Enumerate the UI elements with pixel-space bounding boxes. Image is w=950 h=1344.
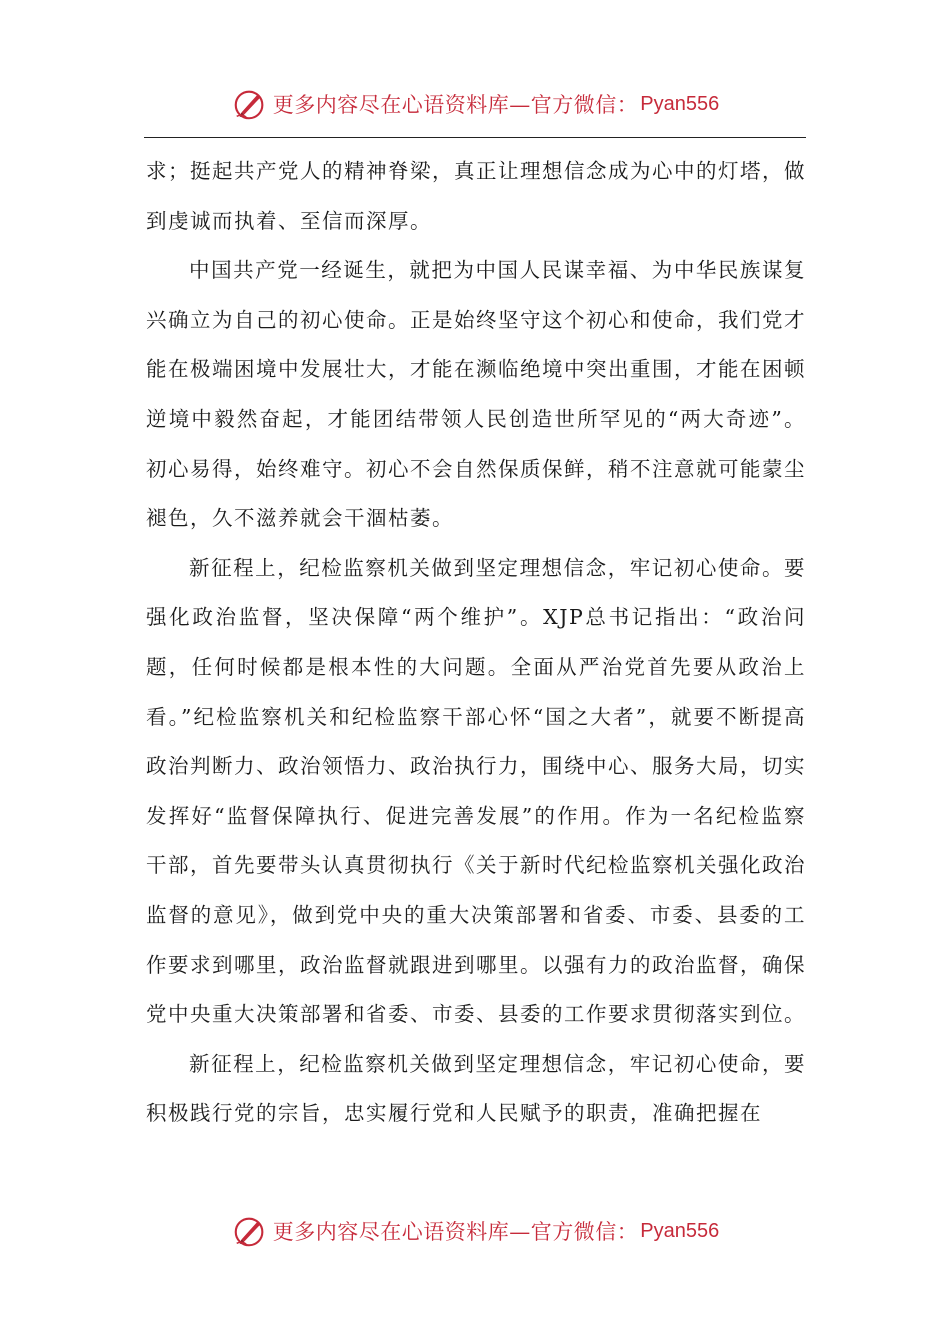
header-divider <box>144 137 806 138</box>
paragraph-1: 求；挺起共产党人的精神脊梁，真正让理想信念成为心中的灯塔，做到虔诚而执着、至信而深厚。 <box>146 159 806 233</box>
paragraph-3: 新征程上，纪检监察机关做到坚定理想信念，牢记初心使命。要强化政治监督，坚决保障“两个维护”。XJP总书记指出：“政治问题，任何时候都是根本性的大问题。全面从严治党首先要从政治上看。”纪检监察机关和纪检监察干部心怀“国之大者”，就要不断提高政治判断力、政治领悟力、政治执行力，围绕中心、服务大局，切实发挥好“监督保障执行、促进完善发展”的作用。作为一名纪检监察干部，首先要带头认真贯彻执行《关于新时代纪检监察机关强化政治监督的意见》，做到党中央的重大决策部署和省委、市委、县委的工作要求到哪里，政治监督就跟进到哪里。以强有力的政治监督，确保党中央重大决策部署和省委、市委、县委的工作要求贯彻落实到位。 <box>146 555 806 1027</box>
pen-logo-icon <box>231 85 269 123</box>
header-banner <box>0 84 950 124</box>
header-banner-text: 更多内容尽在心语资料库—官方微信： <box>272 93 639 117</box>
footer-banner-text: 更多内容尽在心语资料库—官方微信： <box>272 1220 639 1244</box>
footer-banner <box>0 1211 950 1251</box>
header-wechat-id: Pyan556 <box>640 92 720 115</box>
paragraph-2: 中国共产党一经诞生，就把为中国人民谋幸福、为中华民族谋复兴确立为自己的初心使命。正是始终坚守这个初心和使命，我们党才能在极端困境中发展壮大，才能在濒临绝境中突出重围，才能在困顿逆境中毅然奋起，才能团结带领人民创造世所罕见的“两大奇迹”。初心易得，始终难守。初心不会自然保质保鲜，稍不注意就可能蒙尘褪色，久不滋养就会干涸枯萎。 <box>146 258 806 531</box>
paragraph-4: 新征程上，纪检监察机关做到坚定理想信念，牢记初心使命，要积极践行党的宗旨，忠实履行党和人民赋予的职责，准确把握在 <box>146 1051 806 1126</box>
document-body <box>146 147 806 1139</box>
footer-wechat-id: Pyan556 <box>640 1219 720 1242</box>
pen-logo-icon <box>231 1212 269 1250</box>
